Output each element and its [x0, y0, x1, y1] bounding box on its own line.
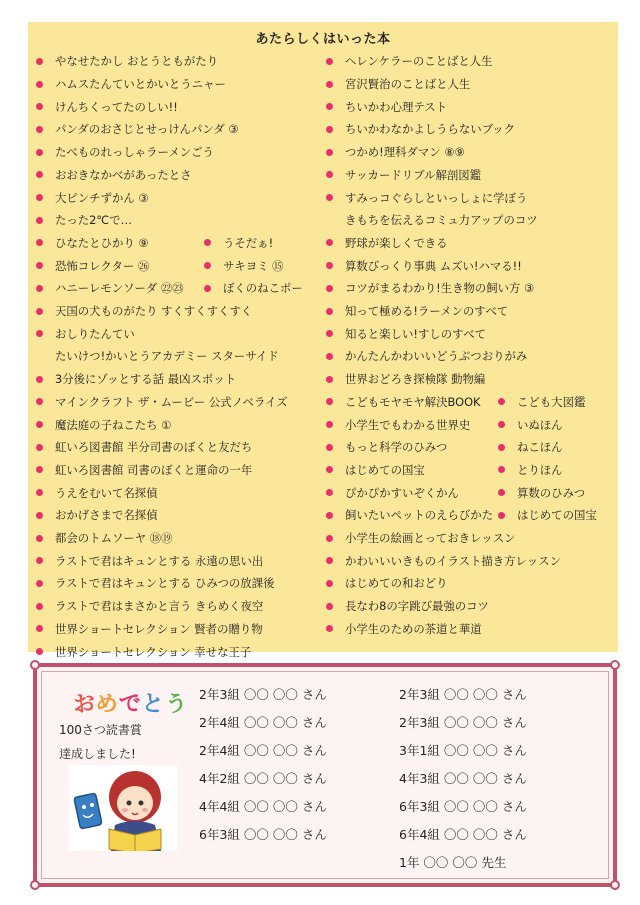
heading-letter: で: [117, 690, 144, 719]
bullet-dot-icon: [36, 149, 43, 156]
book-title: やなせたかし おとうともがたり: [55, 54, 219, 69]
book-title: たいけつ!かいとうアカデミー スターサイド: [55, 349, 279, 364]
book-list-item: [326, 459, 425, 482]
book-list-item: [36, 232, 149, 255]
corner-ornament: [30, 880, 40, 890]
book-title: 世界ショートセレクション 賢者の贈り物: [55, 621, 263, 636]
book-list-item: [326, 391, 481, 414]
book-title: ハムスたんていとかいとうニャー: [55, 77, 226, 92]
bullet-dot-icon: [326, 444, 333, 451]
book-list-item: [36, 73, 226, 96]
bullet-dot-icon: [326, 489, 333, 496]
bullet-dot-icon: [36, 262, 43, 269]
book-list-item: [326, 413, 470, 436]
book-list-item: [36, 141, 214, 164]
bullet-dot-icon: [326, 398, 333, 405]
book-title: うそだぁ!: [223, 235, 274, 250]
bullet-dot-icon: [36, 444, 43, 451]
book-title: こどもモヤモヤ解決BOOK: [345, 394, 481, 409]
book-title: 長なわ8の字跳び最強のコツ: [345, 599, 489, 614]
book-title: 魔法庭の子ねこたち ①: [55, 417, 172, 432]
book-list-item: [36, 95, 178, 118]
book-title: おかげさまで名探偵: [55, 508, 158, 523]
bullet-dot-icon: [36, 58, 43, 65]
award-recipient: 2年3組 〇〇 〇〇 さん: [199, 687, 327, 702]
bullet-dot-icon: [326, 149, 333, 156]
book-list-item: [326, 572, 448, 595]
book-title: 恐怖コレクター ㉖: [55, 258, 150, 273]
book-list-item: [326, 436, 447, 459]
bullet-dot-icon: [326, 308, 333, 315]
bullet-dot-icon: [326, 81, 333, 88]
book-title: いぬほん: [517, 417, 563, 432]
book-list-item: [326, 618, 482, 641]
book-title: ラストで君はまさかと言う きらめく夜空: [55, 599, 264, 614]
book-title: 都会のトムソーヤ ⑱⑲: [55, 531, 173, 546]
bullet-dot-icon: [326, 103, 333, 110]
bullet-dot-icon: [498, 398, 505, 405]
bullet-dot-icon: [36, 217, 43, 224]
bullet-dot-icon: [326, 557, 333, 564]
book-list-item: [36, 50, 218, 73]
book-title: 小学生のための茶道と華道: [345, 621, 482, 636]
bullet-dot-icon: [36, 171, 43, 178]
book-list-item: [36, 572, 274, 595]
book-title: はじめての国宝: [517, 508, 597, 523]
bullet-dot-icon: [326, 512, 333, 519]
book-list-item: [326, 345, 527, 368]
award-recipient: 4年4組 〇〇 〇〇 さん: [199, 799, 327, 814]
book-title: 世界ショートセレクション 幸せな王子: [55, 644, 252, 659]
book-title: 知って極める!ラーメンのすべて: [345, 304, 509, 319]
book-list-item: [498, 481, 585, 504]
book-title: こども大図鑑: [517, 394, 586, 409]
book-list-item: [36, 164, 192, 187]
book-list-item: [36, 640, 251, 663]
book-title: ちいかわなかよしうらないブック: [345, 122, 516, 137]
bullet-dot-icon: [204, 262, 211, 269]
book-title: 3分後にゾッとする話 最凶スポット: [55, 372, 237, 387]
book-list-item: [36, 118, 239, 141]
book-title: マインクラフト ザ・ムービー 公式ノベライズ: [55, 394, 288, 409]
book-list-item: [498, 413, 563, 436]
bullet-dot-icon: [36, 580, 43, 587]
book-title: 算数のひみつ: [517, 485, 586, 500]
bullet-dot-icon: [326, 466, 333, 473]
corner-ornament: [610, 660, 620, 670]
book-list-item: [36, 413, 171, 436]
heading-letter: め: [94, 690, 121, 719]
book-title: かわいいいきものイラスト描き方レッスン: [345, 553, 561, 568]
book-list-item: [36, 322, 135, 345]
book-list-item: [204, 254, 284, 277]
bullet-dot-icon: [36, 126, 43, 133]
book-title: 虹いろ図書館 半分司書のぼくと友だち: [55, 440, 253, 455]
book-title: 大ピンチずかん ③: [55, 190, 149, 205]
bullet-dot-icon: [204, 239, 211, 246]
bullet-dot-icon: [36, 648, 43, 655]
book-title: 野球が楽しくできる: [345, 235, 448, 250]
award-frame: [33, 663, 617, 887]
bullet-dot-icon: [326, 580, 333, 587]
bullet-dot-icon: [36, 398, 43, 405]
bullet-dot-icon: [326, 262, 333, 269]
bullet-dot-icon: [204, 285, 211, 292]
award-line-2: 達成しました!: [59, 747, 136, 761]
bullet-dot-icon: [326, 239, 333, 246]
book-list-item: [36, 436, 252, 459]
bullet-dot-icon: [498, 489, 505, 496]
book-list-item: [36, 481, 158, 504]
book-title: 小学生でもわかる世界史: [345, 417, 471, 432]
book-title: 算数びっくり事典 ムズい!ハマる!!: [345, 258, 522, 273]
book-title: ヘレンケラーのことばと人生: [345, 54, 493, 69]
award-recipient: 2年3組 〇〇 〇〇 さん: [399, 715, 527, 730]
bullet-dot-icon: [36, 557, 43, 564]
book-list-item: [36, 368, 236, 391]
book-title: つかめ!理科ダマン ⑧⑨: [345, 145, 465, 160]
award-recipient: 6年3組 〇〇 〇〇 さん: [399, 799, 527, 814]
book-list-item: [326, 300, 508, 323]
award-recipient: 2年4組 〇〇 〇〇 さん: [199, 715, 327, 730]
book-list-item: [326, 481, 459, 504]
book-list-item: [326, 209, 538, 232]
book-title: もっと科学のひみつ: [345, 440, 448, 455]
book-list-item: [36, 618, 263, 641]
book-title: コツがまるわかり!生き物の飼い方 ③: [345, 281, 535, 296]
congratulations-heading: [73, 687, 188, 718]
bullet-dot-icon: [36, 376, 43, 383]
panel-title: あたらしくはいった本: [255, 32, 391, 47]
book-list-item: [326, 527, 516, 550]
book-list-item: [36, 549, 263, 572]
book-title: 虹いろ図書館 司書のぼくと運命の一年: [55, 462, 253, 477]
book-title: サッカードリブル解剖図鑑: [345, 167, 482, 182]
book-list-item: [36, 254, 149, 277]
book-title: ハニーレモンソーダ ㉒㉓: [55, 281, 184, 296]
book-list-item: [326, 164, 481, 187]
award-recipient: 6年4組 〇〇 〇〇 さん: [399, 827, 527, 842]
book-title: ちいかわ心理テスト: [345, 99, 448, 114]
bullet-dot-icon: [36, 285, 43, 292]
book-list-item: [326, 277, 534, 300]
book-title: 小学生の絵画とっておきレッスン: [345, 531, 516, 546]
bullet-dot-icon: [498, 421, 505, 428]
book-title: 世界おどろき探検隊 動物編: [345, 372, 486, 387]
book-title: ラストで君はキュンとする ひみつの放課後: [55, 576, 275, 591]
award-recipient: 2年4組 〇〇 〇〇 さん: [199, 743, 327, 758]
heading-letter: お: [71, 690, 98, 719]
book-list-item: [36, 527, 173, 550]
heading-letter: う: [164, 690, 190, 719]
bullet-dot-icon: [326, 126, 333, 133]
book-title: サキヨミ ⑮: [223, 258, 284, 273]
book-title: たった2℃で…: [55, 213, 132, 228]
book-list-item: [326, 73, 470, 96]
book-title: 天国の犬ものがたり すくすくすくすく: [55, 304, 253, 319]
book-title: とりほん: [517, 462, 563, 477]
book-list-item: [326, 549, 561, 572]
book-list-item: [326, 141, 465, 164]
book-title: かんたんかわいいどうぶつおりがみ: [345, 349, 528, 364]
book-list-item: [326, 368, 485, 391]
corner-ornament: [30, 660, 40, 670]
book-title: はじめての国宝: [345, 462, 425, 477]
book-title: すみっコぐらしといっしょに学ぼう: [345, 190, 528, 205]
book-title: ぴかぴかすいぞくかん: [345, 485, 459, 500]
book-list-item: [326, 595, 489, 618]
book-list-item: [36, 186, 149, 209]
book-list-item: [326, 322, 486, 345]
book-title: パンダのおさじとせっけんパンダ ③: [55, 122, 239, 137]
bullet-dot-icon: [498, 444, 505, 451]
bullet-dot-icon: [36, 421, 43, 428]
book-list-item: [326, 504, 493, 527]
bullet-dot-icon: [36, 489, 43, 496]
bullet-dot-icon: [326, 625, 333, 632]
bullet-dot-icon: [36, 330, 43, 337]
bullet-dot-icon: [36, 103, 43, 110]
bullet-dot-icon: [326, 330, 333, 337]
book-list-item: [36, 300, 252, 323]
award-recipient: 4年3組 〇〇 〇〇 さん: [399, 771, 527, 786]
book-title: うえをむいて名探偵: [55, 485, 158, 500]
book-list-item: [326, 118, 515, 141]
book-list-item: [326, 95, 447, 118]
bullet-dot-icon: [36, 535, 43, 542]
award-recipient: 3年1組 〇〇 〇〇 さん: [399, 743, 527, 758]
book-list-item: [326, 50, 493, 73]
book-title: きもちを伝えるコミュ力アップのコツ: [345, 213, 538, 228]
bullet-dot-icon: [36, 308, 43, 315]
book-list-item: [498, 504, 597, 527]
book-list-item: [36, 391, 288, 414]
award-recipient: 1年 〇〇 〇〇 先生: [399, 855, 507, 870]
book-list-item: [326, 232, 448, 255]
book-title: ひなたとひかり ⑨: [55, 235, 149, 250]
book-title: おしりたんてい: [55, 326, 135, 341]
book-title: 飼いたいペットのえらびかた: [345, 508, 494, 523]
book-list-item: [36, 345, 279, 368]
bullet-dot-icon: [498, 466, 505, 473]
bullet-dot-icon: [36, 194, 43, 201]
book-list-item: [204, 277, 303, 300]
award-recipient: 4年2組 〇〇 〇〇 さん: [199, 771, 327, 786]
bullet-dot-icon: [326, 58, 333, 65]
book-title: 知ると楽しい!すしのすべて: [345, 326, 487, 341]
book-title: おおきなかべがあったとさ: [55, 167, 192, 182]
book-list-item: [326, 186, 527, 209]
bullet-dot-icon: [36, 625, 43, 632]
bullet-dot-icon: [326, 535, 333, 542]
book-title: はじめての和おどり: [345, 576, 448, 591]
corner-ornament: [610, 880, 620, 890]
bullet-dot-icon: [326, 285, 333, 292]
book-list-item: [36, 504, 158, 527]
bullet-dot-icon: [326, 194, 333, 201]
bullet-dot-icon: [326, 171, 333, 178]
bullet-dot-icon: [36, 239, 43, 246]
bullet-dot-icon: [36, 603, 43, 610]
book-title: たべものれっしゃラーメンごう: [55, 145, 214, 160]
book-list-item: [326, 254, 522, 277]
book-list-item: [498, 459, 563, 482]
book-list-item: [36, 459, 252, 482]
book-list-item: [498, 436, 563, 459]
award-recipient: 2年3組 〇〇 〇〇 さん: [399, 687, 527, 702]
bullet-dot-icon: [326, 376, 333, 383]
bullet-dot-icon: [326, 421, 333, 428]
book-list-item: [204, 232, 273, 255]
bullet-dot-icon: [498, 512, 505, 519]
heading-letter: と: [140, 690, 167, 719]
book-title: 宮沢賢治のことばと人生: [345, 77, 471, 92]
book-title: けんちくってたのしい!!: [55, 99, 178, 114]
bullet-dot-icon: [36, 81, 43, 88]
book-list-item: [36, 277, 184, 300]
new-books-panel: [28, 22, 618, 659]
bullet-dot-icon: [326, 353, 333, 360]
book-title: ぼくのねこポー: [223, 281, 303, 296]
award-recipient: 6年3組 〇〇 〇〇 さん: [199, 827, 327, 842]
bullet-dot-icon: [36, 466, 43, 473]
book-list-item: [36, 595, 263, 618]
bullet-dot-icon: [326, 603, 333, 610]
bullet-dot-icon: [36, 512, 43, 519]
reading-girl-illustration: [69, 765, 177, 851]
book-title: ねこほん: [517, 440, 563, 455]
book-title: ラストで君はキュンとする 永遠の思い出: [55, 553, 264, 568]
award-line-1: 100さつ読書賞: [59, 723, 142, 737]
book-list-item: [498, 391, 585, 414]
book-list-item: [36, 209, 132, 232]
